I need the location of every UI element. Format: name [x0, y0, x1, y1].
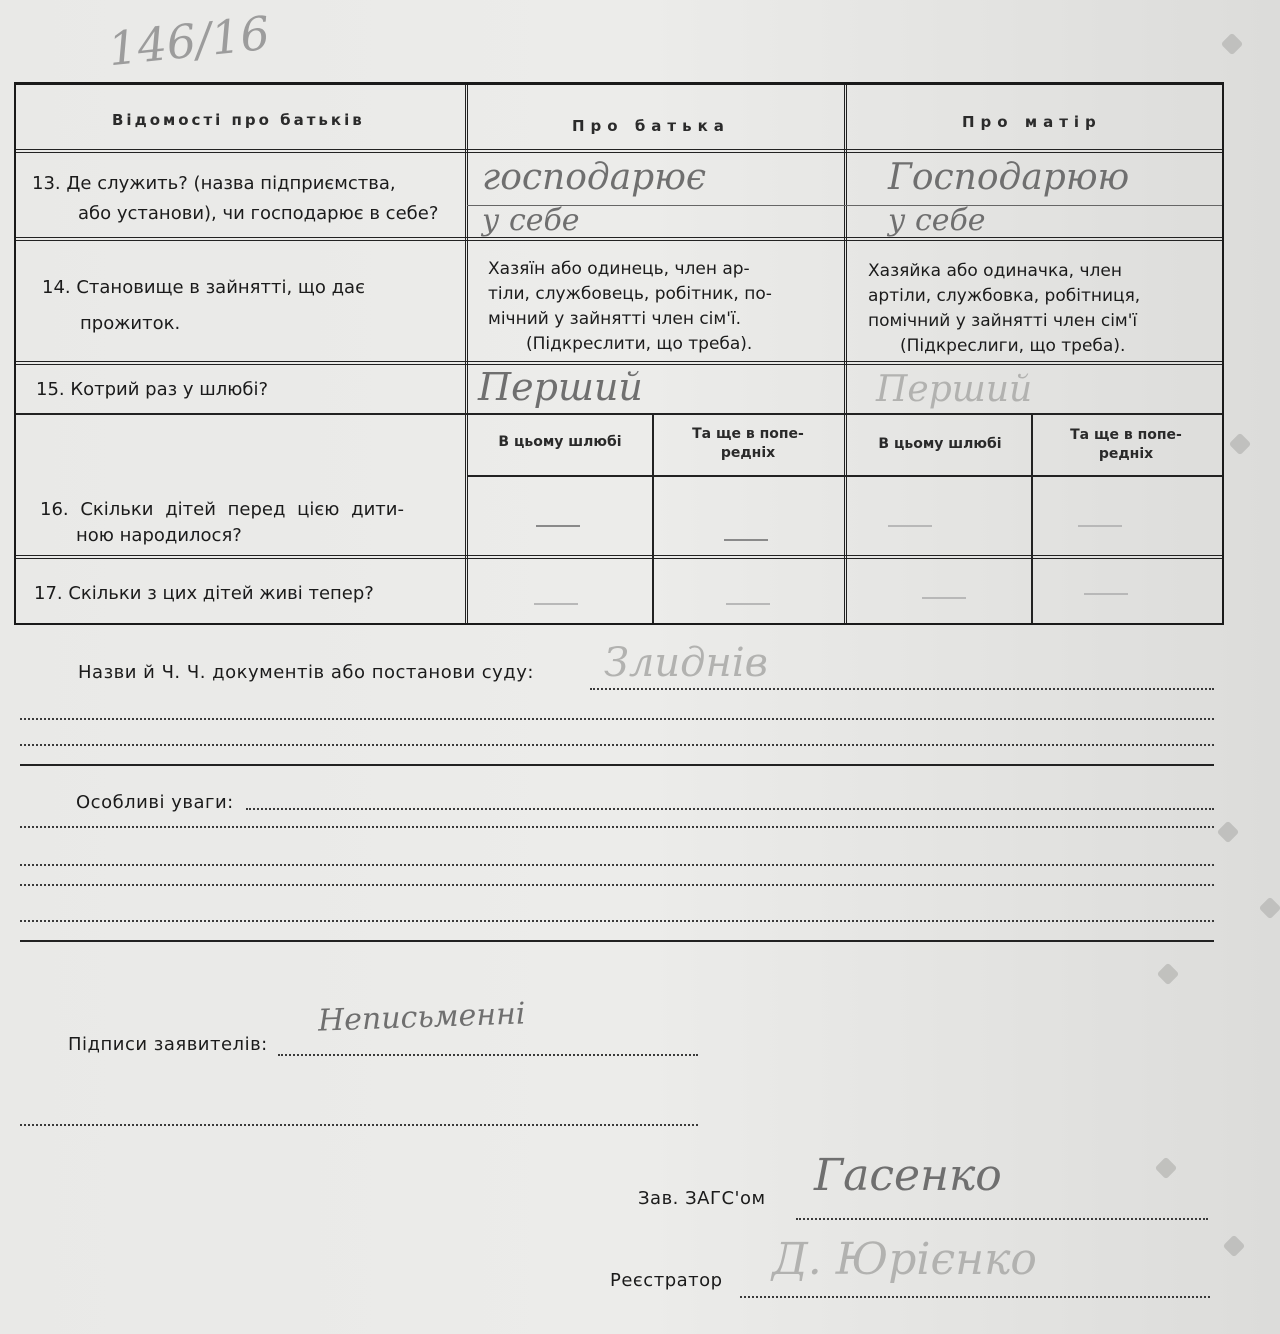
header-father: Про батька — [572, 117, 730, 135]
q16-father-this-marriage-dash — [536, 525, 580, 527]
q14-mother-options-line3: помічний у зайнятті член сім'ї — [868, 311, 1138, 331]
remarks-dotted-line — [246, 808, 1214, 810]
registrar-signature: Д. Юрієнко — [772, 1234, 1037, 1285]
table-row-divider — [16, 237, 1222, 241]
q16-father-prev-header-line2: редніх — [720, 445, 776, 461]
header-mother: Про матір — [962, 113, 1102, 131]
section-divider — [20, 940, 1214, 942]
q14-father-options-line4: (Підкреслити, що треба). — [526, 334, 753, 354]
remarks-dotted-line — [20, 884, 1214, 886]
q17-father-this-marriage-dash — [534, 603, 578, 605]
registrar-dotted-line — [740, 1296, 1210, 1298]
q17-label: 17. Скільки з цих дітей живі тепер? — [34, 583, 374, 604]
table-divider — [844, 85, 847, 623]
q13-label-line1: 13. Де служить? (назва підприємства, — [32, 173, 396, 194]
section-divider — [20, 764, 1214, 766]
q16-mother-this-marriage-header: В цьому шлюбі — [878, 436, 1002, 452]
q17-mother-prev-dash — [1084, 593, 1128, 595]
documents-dotted-line — [20, 744, 1214, 746]
documents-dotted-line — [20, 718, 1214, 720]
table-divider — [465, 85, 468, 623]
documents-label: Назви й Ч. Ч. документів або постанови суду: — [78, 662, 534, 683]
q16-label-line1: 16. Скільки дітей перед цією дити- — [40, 499, 404, 520]
head-zags-signature: Гасенко — [814, 1150, 1002, 1201]
q14-label-line2: прожиток. — [80, 313, 181, 334]
q15-label: 15. Котрий раз у шлюбі? — [36, 379, 269, 400]
q16-father-this-marriage-header: В цьому шлюбі — [498, 434, 622, 450]
q16-mother-prev-header-line2: редніх — [1098, 446, 1154, 462]
signatures-dotted-line — [20, 1124, 698, 1126]
remarks-dotted-line — [20, 864, 1214, 866]
q16-mother-this-marriage-dash — [888, 525, 932, 527]
q13-label-line2: або установи), чи господарює в себе? — [78, 203, 439, 224]
q14-father-options-line1: Хазяїн або одинець, член ар- — [488, 259, 750, 279]
archive-mark: 146/16 — [105, 5, 273, 77]
q13-mother-answer-line1: Господарюю — [888, 157, 1130, 198]
q16-mother-prev-dash — [1078, 525, 1122, 527]
table-row-divider — [467, 475, 1222, 477]
q14-mother-options-line1: Хазяйка або одиначка, член — [868, 261, 1122, 281]
remarks-dotted-line — [20, 826, 1214, 828]
table-row-divider — [467, 205, 1222, 206]
header-parents-info: Відомості про батьків — [112, 111, 365, 129]
documents-answer: Злиднів — [604, 640, 768, 686]
remarks-dotted-line — [20, 920, 1214, 922]
q14-father-options-line3: мічний у зайнятті член сім'ї. — [488, 309, 742, 329]
q17-father-prev-dash — [726, 603, 770, 605]
registrar-label: Реєстратор — [610, 1270, 723, 1291]
documents-dotted-line — [590, 688, 1214, 690]
table-divider — [652, 415, 654, 623]
q16-mother-prev-header-line1: Та ще в попе- — [1070, 427, 1182, 443]
q16-father-prev-dash — [724, 539, 768, 541]
head-zags-dotted-line — [796, 1218, 1208, 1220]
table-row-divider — [16, 413, 1222, 415]
signatures-answer: Неписьменні — [317, 996, 526, 1039]
signatures-label: Підписи заявителів: — [68, 1034, 268, 1055]
table-row-divider — [16, 555, 1222, 559]
q16-label-line2: ною народилося? — [76, 525, 242, 546]
q13-mother-answer-line2: у себе — [888, 203, 986, 238]
q14-label-line1: 14. Становище в зайнятті, що дає — [42, 277, 365, 298]
remarks-label: Особливі уваги: — [76, 792, 234, 813]
table-row-divider — [16, 149, 1222, 153]
q14-father-options-line2: тіли, службовець, робітник, по- — [488, 284, 772, 304]
signatures-dotted-line — [278, 1054, 698, 1056]
parents-info-table — [14, 82, 1224, 625]
q15-father-answer: Перший — [478, 365, 643, 409]
q16-father-prev-header-line1: Та ще в попе- — [692, 426, 804, 442]
q13-father-answer-line1: господарює — [482, 157, 707, 198]
q17-mother-this-marriage-dash — [922, 597, 966, 599]
q13-father-answer-line2: у себе — [482, 203, 580, 238]
head-zags-label: Зав. ЗАГС'ом — [638, 1188, 766, 1209]
q14-mother-options-line2: артіли, службовка, робітниця, — [868, 286, 1141, 306]
q15-mother-answer: Перший — [876, 369, 1033, 410]
q14-mother-options-line4: (Підкреслиги, що треба). — [900, 336, 1126, 356]
